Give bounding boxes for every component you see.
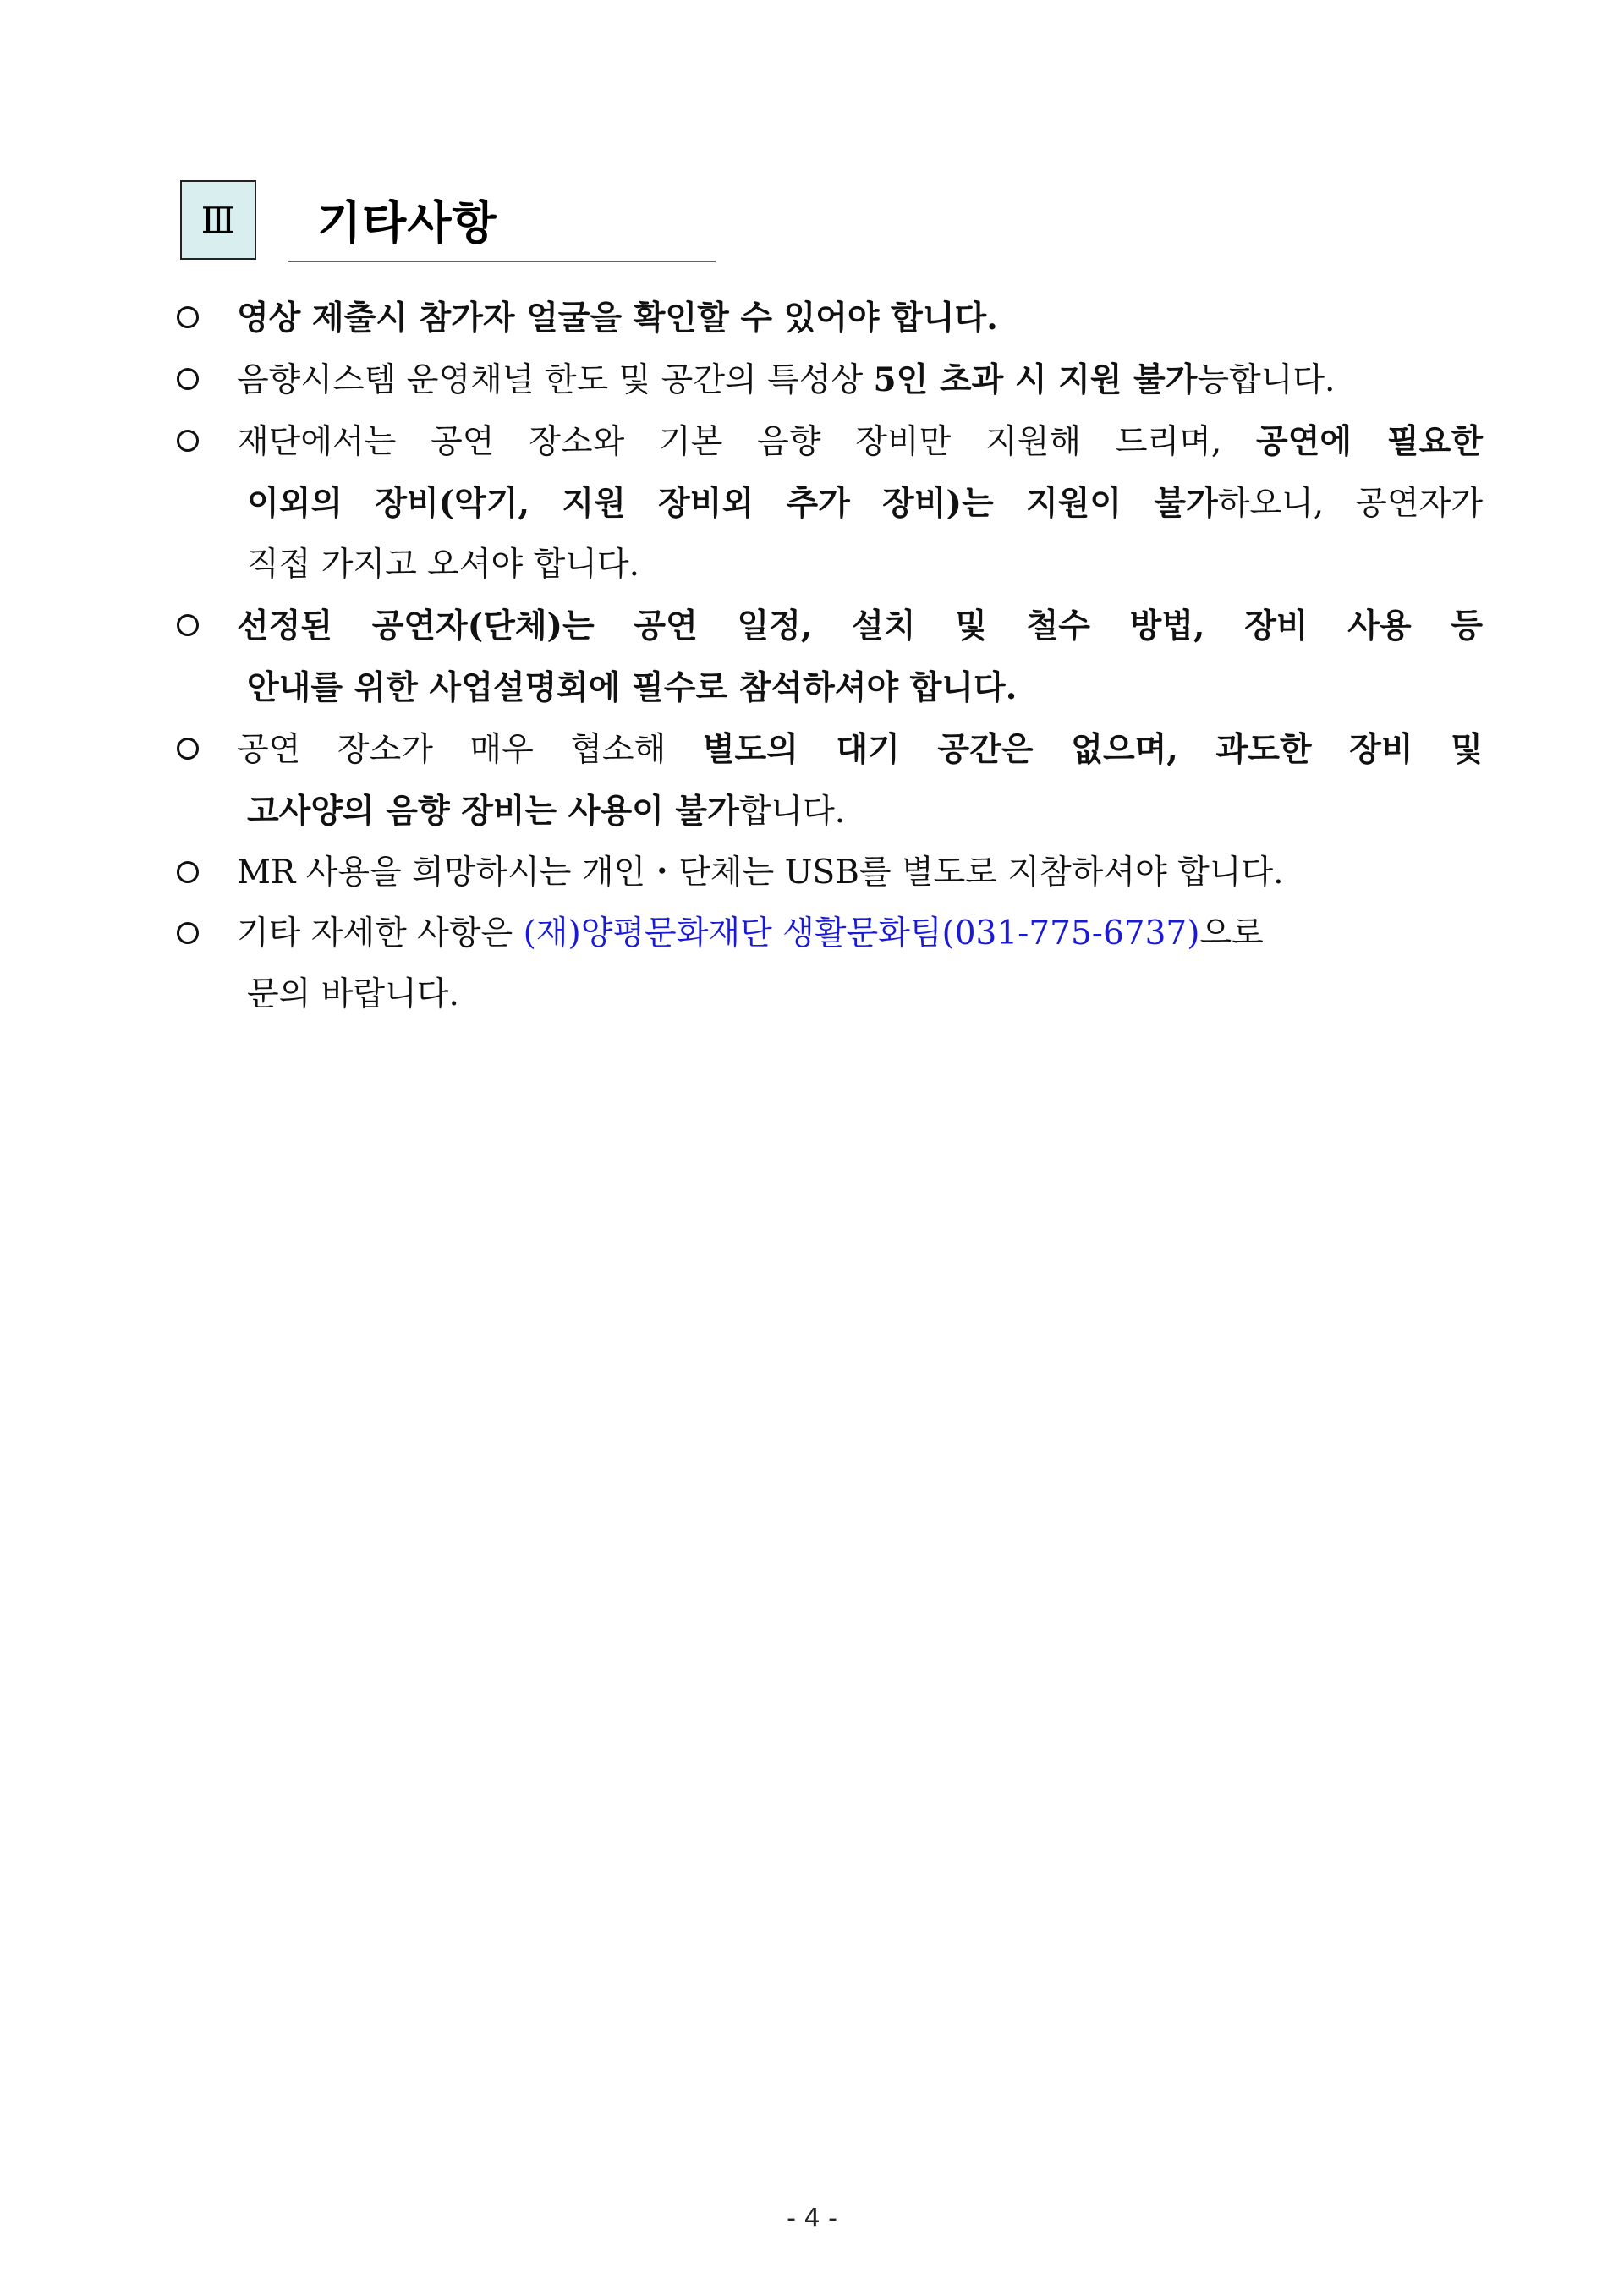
text-segment: 문의 바랍니다. xyxy=(247,975,459,1013)
list-item xyxy=(173,719,1483,843)
list-item-line xyxy=(237,964,1483,1025)
list-item xyxy=(173,903,1483,1025)
circle-bullet-icon xyxy=(177,614,199,636)
text-segment: 기타 자세한 사항은 xyxy=(237,914,524,953)
circle-bullet-icon xyxy=(177,861,199,883)
text-segment: 직접 가지고 오셔야 합니다. xyxy=(247,546,640,584)
list-item-line xyxy=(237,349,1483,411)
list-item xyxy=(173,596,1483,719)
circle-bullet-icon xyxy=(177,368,199,390)
list-item-line xyxy=(237,719,1483,781)
text-segment: 재단에서는 공연 장소와 기본 음향 장비만 지원해 드리며, xyxy=(237,423,1257,461)
circle-bullet-icon xyxy=(177,922,199,944)
text-segment: 별도의 대기 공간은 없으며, 과도한 장비 및 xyxy=(702,730,1483,769)
section-title: 기타사항 xyxy=(317,196,497,250)
page-number: - 4 - xyxy=(787,2204,837,2233)
contact-info: (재)양평문화재단 생활문화팀(031-775-6737) xyxy=(523,914,1200,953)
text-segment: 안내를 위한 사업설명회에 필수로 참석하셔야 합니다. xyxy=(247,668,1018,707)
list-item-line xyxy=(237,781,1483,843)
text-segment: 하오니, 공연자가 xyxy=(1217,485,1483,523)
notice-list xyxy=(173,288,1483,1025)
text-segment: 고사양의 음향 장비는 사용이 불가 xyxy=(247,792,739,831)
text-segment: 공연에 필요한 xyxy=(1256,422,1484,461)
text-segment: 음향시스템 운영채널 한도 및 공간의 특성상 xyxy=(237,361,874,399)
list-item xyxy=(173,843,1483,903)
section-numeral: Ⅲ xyxy=(200,199,236,241)
text-segment: MR 사용을 희망하시는 개인・단체는 USB를 별도로 지참하셔야 합니다. xyxy=(237,854,1284,892)
list-item xyxy=(173,349,1483,411)
text-segment: 공연 장소가 매우 협소해 xyxy=(237,731,703,769)
list-item-line xyxy=(237,903,1483,964)
list-item-line xyxy=(237,657,1483,719)
text-segment: 이외의 장비(악기, 지원 장비외 추가 장비)는 지원이 불가 xyxy=(247,484,1218,523)
list-item-line xyxy=(237,288,1483,349)
section-numeral-box xyxy=(180,180,256,260)
list-item-line xyxy=(237,596,1483,657)
circle-bullet-icon xyxy=(177,306,199,328)
list-item xyxy=(173,411,1483,596)
section-header xyxy=(180,180,713,263)
section-underline xyxy=(288,261,716,262)
list-item-line xyxy=(237,473,1483,535)
circle-bullet-icon xyxy=(177,738,199,760)
text-segment: 선정된 공연자(단체)는 공연 일정, 설치 및 철수 방법, 장비 사용 등 xyxy=(237,607,1483,645)
circle-bullet-icon xyxy=(177,430,199,452)
text-segment: 합니다. xyxy=(738,793,846,831)
list-item-line xyxy=(237,411,1483,473)
text-segment: 5인 초과 시 지원 불가 xyxy=(873,360,1198,399)
list-item-line xyxy=(237,535,1483,596)
text-segment: 영상 제출시 참가자 얼굴을 확인할 수 있어야 합니다. xyxy=(237,299,998,338)
text-segment: 으로 xyxy=(1199,914,1264,953)
list-item-line xyxy=(237,843,1483,903)
text-segment: 능합니다. xyxy=(1197,361,1336,399)
list-item xyxy=(173,288,1483,349)
